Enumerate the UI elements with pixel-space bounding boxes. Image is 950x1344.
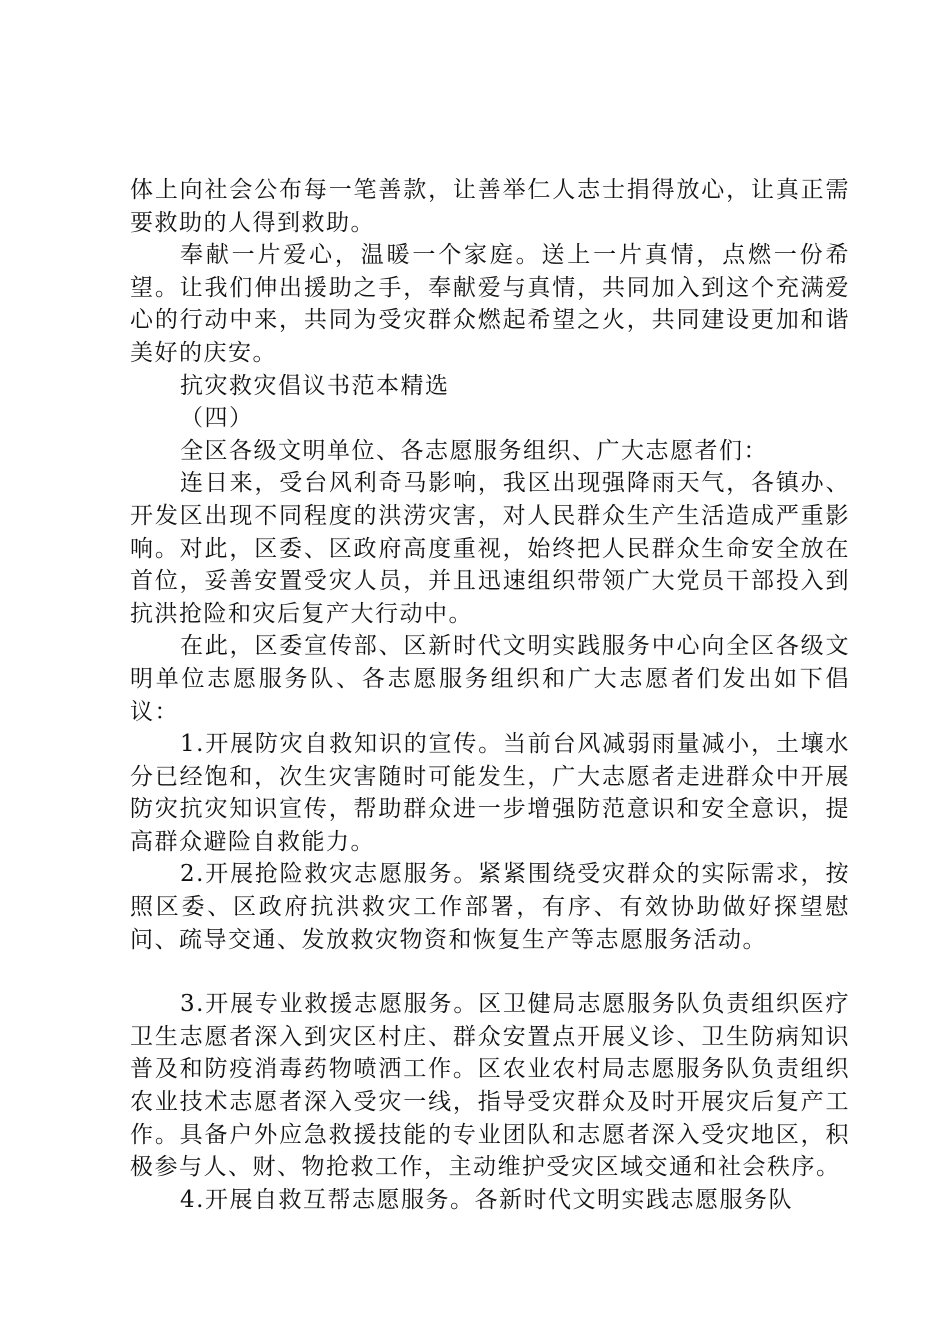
section-title: 抗灾救灾倡议书范本精选 <box>180 372 450 399</box>
list-item-1: 1.开展防灾自救知识的宣传。当前台风减弱雨量减小，土壤水分已经饱和，次生灾害随时可能发生，广大志愿者走进群众中开展防灾抗灾知识宣传，帮助群众进一步增强防范意识和安全意识，提高群众避险自救能力。 <box>130 731 850 855</box>
paragraph-appeal: 奉献一片爱心，温暖一个家庭。送上一片真情，点燃一份希望。让我们伸出援助之手，奉献爱与真情，共同加入到这个充满爱心的行动中来，共同为受灾群众燃起希望之火，共同建设更加和谐美好的庆安。 <box>130 242 850 366</box>
section-number: （四） <box>180 405 254 432</box>
paragraph-initiative-intro: 在此，区委宣传部、区新时代文明实践服务中心向全区各级文明单位志愿服务队、各志愿服务组织和广大志愿者们发出如下倡议： <box>130 633 850 725</box>
paragraph-background: 连日来，受台风利奇马影响，我区出现强降雨天气，各镇办、开发区出现不同程度的洪涝灾害，对人民群众生产生活造成严重影响。对此，区委、区政府高度重视，始终把人民群众生命安全放在首位，妥善安置受灾人员，并且迅速组织带领广大党员干部投入到抗洪抢险和灾后复产大行动中。 <box>130 470 850 627</box>
list-item-2: 2.开展抢险救灾志愿服务。紧紧围绕受灾群众的实际需求，按照区委、区政府抗洪救灾工作部署，有序、有效协助做好探望慰问、疏导交通、发放救灾物资和恢复生产等志愿服务活动。 <box>130 861 850 953</box>
salutation: 全区各级文明单位、各志愿服务组织、广大志愿者们： <box>180 437 768 464</box>
paragraph-donation-disclosure: 体上向社会公布每一笔善款，让善举仁人志士捐得放心，让真正需要救助的人得到救助。 <box>130 177 850 236</box>
blank-line <box>130 956 850 988</box>
list-item-3: 3.开展专业救援志愿服务。区卫健局志愿服务队负责组织医疗卫生志愿者深入到灾区村庄、群众安置点开展义诊、卫生防病知识普及和防疫消毒药物喷洒工作。区农业农村局志愿服务队负责组织农业技术志愿者深入受灾一线，指导受灾群众及时开展灾后复产工作。具备户外应急救援技能的专业团队和志愿者深入受灾地区，积极参与人、财、物抢救工作，主动维护受灾区域交通和社会秩序。 <box>130 991 850 1181</box>
document-body <box>130 174 850 1216</box>
list-item-4: 4.开展自救互帮志愿服务。各新时代文明实践志愿服务队 <box>180 1186 793 1213</box>
